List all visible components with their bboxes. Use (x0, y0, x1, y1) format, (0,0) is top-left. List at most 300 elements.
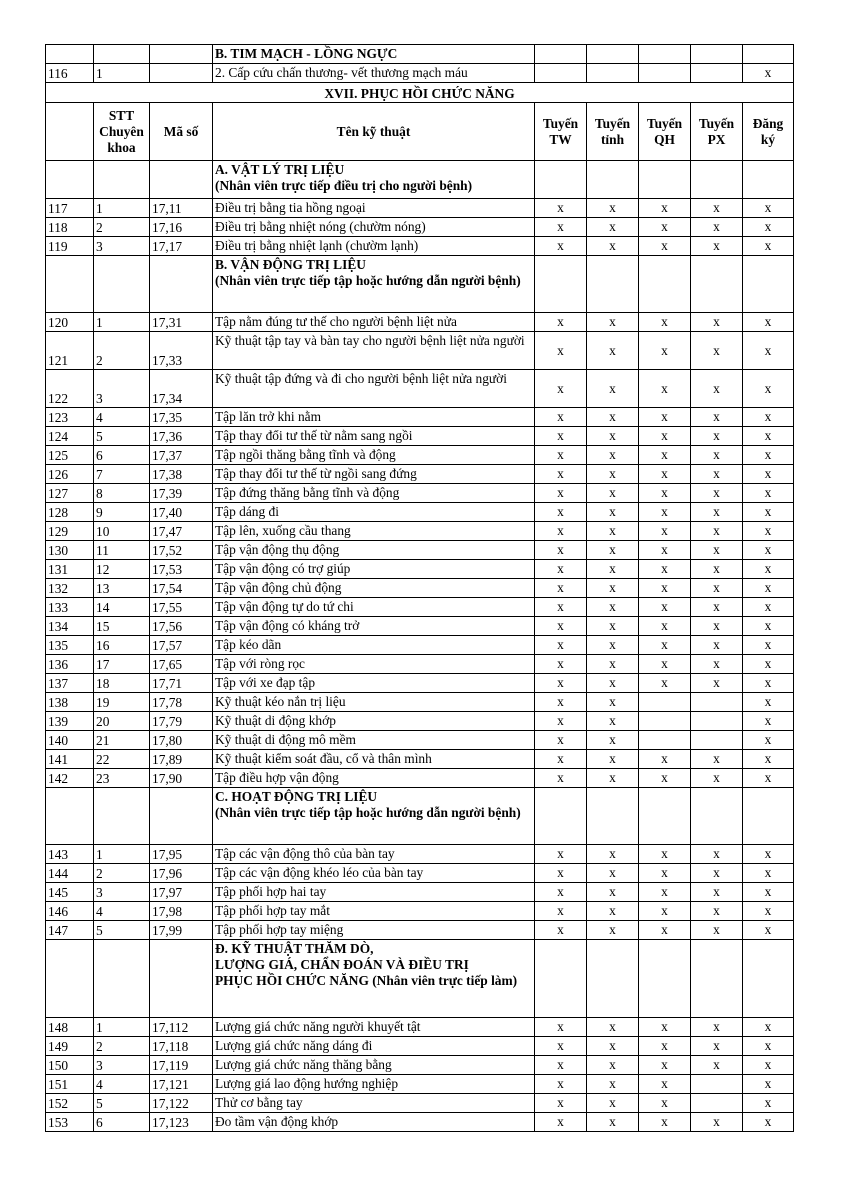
mark-tinh: x (587, 218, 639, 237)
row-specialty-stt: 14 (94, 598, 150, 617)
row-number: 138 (46, 693, 94, 712)
technique-name: Tập với ròng rọc (213, 655, 535, 674)
mark-tw: x (535, 1113, 587, 1132)
technique-name: Tập phối hợp hai tay (213, 883, 535, 902)
mark-px (691, 64, 743, 83)
section-title: B. TIM MẠCH - LỒNG NGỰC (213, 45, 535, 64)
row-specialty-stt: 4 (94, 1075, 150, 1094)
technique-name: Thử cơ bằng tay (213, 1094, 535, 1113)
technique-name: Điều trị bằng nhiệt lạnh (chườm lạnh) (213, 237, 535, 256)
technique-name: Lượng giá chức năng dáng đi (213, 1037, 535, 1056)
row-specialty-stt: 2 (94, 1037, 150, 1056)
mark-tinh: x (587, 332, 639, 370)
technique-row (46, 579, 794, 598)
mark-dang-ky: x (743, 541, 794, 560)
mark-dang-ky: x (743, 503, 794, 522)
technique-name: Kỹ thuật di động mô mềm (213, 731, 535, 750)
section-row (46, 256, 794, 313)
mark-qh: x (639, 674, 691, 693)
mark-qh: x (639, 1037, 691, 1056)
mark-tinh: x (587, 769, 639, 788)
row-specialty-stt: 21 (94, 731, 150, 750)
technique-name: Kỹ thuật di động khớp (213, 712, 535, 731)
row-specialty-stt (94, 256, 150, 313)
technique-name: Tập phối hợp tay mắt (213, 902, 535, 921)
mark-tw: x (535, 769, 587, 788)
row-code: 17,54 (150, 579, 213, 598)
mark-qh: x (639, 883, 691, 902)
row-code: 17,96 (150, 864, 213, 883)
mark-tinh: x (587, 1075, 639, 1094)
row-number: 118 (46, 218, 94, 237)
row-specialty-stt (94, 788, 150, 845)
technique-row (46, 522, 794, 541)
mark-qh (639, 256, 691, 313)
mark-tinh: x (587, 674, 639, 693)
mark-tw: x (535, 446, 587, 465)
mark-px: x (691, 845, 743, 864)
mark-tinh: x (587, 408, 639, 427)
technique-name: Tập đứng thăng bằng tĩnh và động (213, 484, 535, 503)
column-header-row (46, 103, 794, 161)
mark-qh: x (639, 617, 691, 636)
row-number: 131 (46, 560, 94, 579)
row-specialty-stt (94, 45, 150, 64)
mark-tw: x (535, 1018, 587, 1037)
mark-qh: x (639, 313, 691, 332)
row-number: 153 (46, 1113, 94, 1132)
mark-px (691, 731, 743, 750)
mark-px: x (691, 313, 743, 332)
mark-dang-ky: x (743, 731, 794, 750)
row-specialty-stt: 1 (94, 199, 150, 218)
mark-dang-ky: x (743, 332, 794, 370)
mark-tinh: x (587, 845, 639, 864)
technique-table-page (45, 44, 793, 1132)
technique-name: Tập kéo dãn (213, 636, 535, 655)
mark-tinh: x (587, 1056, 639, 1075)
header-level: Đăng ký (743, 103, 794, 161)
technique-row (46, 408, 794, 427)
row-number: 147 (46, 921, 94, 940)
mark-px (691, 693, 743, 712)
row-number: 151 (46, 1075, 94, 1094)
technique-row (46, 64, 794, 83)
mark-tw: x (535, 332, 587, 370)
mark-tw: x (535, 522, 587, 541)
mark-tinh: x (587, 370, 639, 408)
mark-dang-ky: x (743, 674, 794, 693)
mark-px: x (691, 617, 743, 636)
row-specialty-stt: 5 (94, 1094, 150, 1113)
row-code (150, 256, 213, 313)
technique-table (45, 44, 794, 1132)
mark-px (691, 161, 743, 199)
mark-dang-ky (743, 940, 794, 1018)
row-specialty-stt: 1 (94, 1018, 150, 1037)
row-number: 130 (46, 541, 94, 560)
mark-tw: x (535, 902, 587, 921)
mark-tw: x (535, 1075, 587, 1094)
row-specialty-stt: 4 (94, 408, 150, 427)
mark-dang-ky: x (743, 408, 794, 427)
row-number: 128 (46, 503, 94, 522)
mark-dang-ky: x (743, 864, 794, 883)
mark-tinh: x (587, 427, 639, 446)
mark-tinh: x (587, 465, 639, 484)
technique-row (46, 598, 794, 617)
mark-dang-ky: x (743, 883, 794, 902)
mark-qh: x (639, 237, 691, 256)
mark-tw: x (535, 731, 587, 750)
mark-px: x (691, 465, 743, 484)
mark-px: x (691, 655, 743, 674)
technique-name: Tập dáng đi (213, 503, 535, 522)
row-number: 121 (46, 332, 94, 370)
mark-qh: x (639, 427, 691, 446)
mark-dang-ky: x (743, 522, 794, 541)
mark-tinh: x (587, 883, 639, 902)
mark-qh: x (639, 522, 691, 541)
row-code: 17,57 (150, 636, 213, 655)
mark-qh: x (639, 598, 691, 617)
mark-tw: x (535, 560, 587, 579)
section-row (46, 788, 794, 845)
technique-row (46, 503, 794, 522)
header-level: Tuyến PX (691, 103, 743, 161)
row-specialty-stt: 20 (94, 712, 150, 731)
technique-name: Tập các vận động khéo léo của bàn tay (213, 864, 535, 883)
row-number: 146 (46, 902, 94, 921)
mark-qh: x (639, 864, 691, 883)
mark-tw (535, 940, 587, 1018)
row-number (46, 45, 94, 64)
mark-tinh: x (587, 1094, 639, 1113)
mark-qh: x (639, 902, 691, 921)
row-specialty-stt: 6 (94, 446, 150, 465)
technique-name: Tập vận động thụ động (213, 541, 535, 560)
row-specialty-stt: 3 (94, 883, 150, 902)
mark-qh: x (639, 408, 691, 427)
technique-row (46, 731, 794, 750)
mark-dang-ky: x (743, 693, 794, 712)
technique-row (46, 693, 794, 712)
row-number: 142 (46, 769, 94, 788)
technique-row (46, 446, 794, 465)
technique-row (46, 902, 794, 921)
mark-tw: x (535, 503, 587, 522)
row-specialty-stt: 22 (94, 750, 150, 769)
technique-name: Tập vận động chủ động (213, 579, 535, 598)
mark-qh: x (639, 218, 691, 237)
mark-px: x (691, 769, 743, 788)
row-number: 119 (46, 237, 94, 256)
mark-dang-ky: x (743, 1056, 794, 1075)
technique-row (46, 636, 794, 655)
row-number: 143 (46, 845, 94, 864)
technique-name: Kỹ thuật tập tay và bàn tay cho người bệnh liệt nửa người (213, 332, 535, 370)
mark-px: x (691, 199, 743, 218)
chapter-title: XVII. PHỤC HỒI CHỨC NĂNG (46, 83, 794, 103)
mark-px: x (691, 1056, 743, 1075)
row-number: 144 (46, 864, 94, 883)
technique-name: Tập lên, xuống cầu thang (213, 522, 535, 541)
row-number: 120 (46, 313, 94, 332)
mark-px: x (691, 484, 743, 503)
mark-tw: x (535, 655, 587, 674)
technique-name: Tập các vận động thô của bàn tay (213, 845, 535, 864)
row-specialty-stt: 4 (94, 902, 150, 921)
mark-qh: x (639, 484, 691, 503)
mark-qh (639, 788, 691, 845)
technique-name: 2. Cấp cứu chấn thương- vết thương mạch máu (213, 64, 535, 83)
row-number: 129 (46, 522, 94, 541)
technique-row (46, 845, 794, 864)
technique-row (46, 864, 794, 883)
technique-row (46, 712, 794, 731)
mark-dang-ky: x (743, 446, 794, 465)
technique-row (46, 541, 794, 560)
row-specialty-stt: 5 (94, 921, 150, 940)
row-code: 17,16 (150, 218, 213, 237)
mark-dang-ky: x (743, 655, 794, 674)
mark-dang-ky (743, 161, 794, 199)
mark-tw: x (535, 883, 587, 902)
mark-tinh: x (587, 864, 639, 883)
row-number: 132 (46, 579, 94, 598)
row-number: 116 (46, 64, 94, 83)
row-code: 17,123 (150, 1113, 213, 1132)
technique-row (46, 655, 794, 674)
mark-qh: x (639, 541, 691, 560)
mark-qh: x (639, 579, 691, 598)
mark-qh (639, 693, 691, 712)
row-number: 145 (46, 883, 94, 902)
mark-tw: x (535, 636, 587, 655)
header-level: Tuyến QH (639, 103, 691, 161)
row-code: 17,17 (150, 237, 213, 256)
technique-name: Lượng giá chức năng người khuyết tật (213, 1018, 535, 1037)
row-code (150, 45, 213, 64)
row-specialty-stt: 19 (94, 693, 150, 712)
mark-tinh: x (587, 712, 639, 731)
row-code (150, 788, 213, 845)
mark-px: x (691, 1113, 743, 1132)
mark-dang-ky: x (743, 617, 794, 636)
mark-tinh: x (587, 1018, 639, 1037)
technique-row (46, 1094, 794, 1113)
row-specialty-stt: 2 (94, 332, 150, 370)
row-code: 17,97 (150, 883, 213, 902)
mark-tinh: x (587, 522, 639, 541)
row-code: 17,40 (150, 503, 213, 522)
row-specialty-stt: 3 (94, 237, 150, 256)
mark-px: x (691, 370, 743, 408)
mark-qh: x (639, 503, 691, 522)
mark-qh: x (639, 1056, 691, 1075)
row-number: 126 (46, 465, 94, 484)
mark-px: x (691, 921, 743, 940)
mark-tinh: x (587, 541, 639, 560)
mark-tw: x (535, 693, 587, 712)
mark-tw: x (535, 617, 587, 636)
mark-dang-ky: x (743, 313, 794, 332)
mark-qh: x (639, 446, 691, 465)
mark-px: x (691, 750, 743, 769)
mark-qh: x (639, 750, 691, 769)
header-no (46, 103, 94, 161)
row-number: 127 (46, 484, 94, 503)
mark-px: x (691, 902, 743, 921)
mark-tinh: x (587, 1037, 639, 1056)
row-number: 123 (46, 408, 94, 427)
mark-qh: x (639, 655, 691, 674)
mark-dang-ky: x (743, 1037, 794, 1056)
row-number (46, 256, 94, 313)
mark-px: x (691, 237, 743, 256)
row-specialty-stt: 23 (94, 769, 150, 788)
technique-row (46, 218, 794, 237)
row-number: 125 (46, 446, 94, 465)
row-specialty-stt: 17 (94, 655, 150, 674)
mark-dang-ky: x (743, 1094, 794, 1113)
mark-qh (639, 712, 691, 731)
row-number: 149 (46, 1037, 94, 1056)
row-code: 17,98 (150, 902, 213, 921)
mark-tw (535, 788, 587, 845)
row-code: 17,121 (150, 1075, 213, 1094)
chapter-row (46, 83, 794, 103)
row-specialty-stt: 2 (94, 218, 150, 237)
mark-dang-ky: x (743, 199, 794, 218)
row-code: 17,11 (150, 199, 213, 218)
row-specialty-stt: 9 (94, 503, 150, 522)
row-number: 117 (46, 199, 94, 218)
header-level: Tuyến TW (535, 103, 587, 161)
mark-dang-ky: x (743, 598, 794, 617)
technique-row (46, 921, 794, 940)
technique-name: Tập vận động có trợ giúp (213, 560, 535, 579)
mark-dang-ky: x (743, 636, 794, 655)
mark-qh (639, 45, 691, 64)
section-title: B. VẬN ĐỘNG TRỊ LIỆU (Nhân viên trực tiếp tập hoặc hướng dẫn người bệnh) (213, 256, 535, 313)
mark-dang-ky: x (743, 484, 794, 503)
technique-row (46, 674, 794, 693)
technique-name: Tập nằm đúng tư thế cho người bệnh liệt nửa (213, 313, 535, 332)
row-number: 152 (46, 1094, 94, 1113)
mark-tw: x (535, 1094, 587, 1113)
technique-name: Tập thay đổi tư thế từ ngồi sang đứng (213, 465, 535, 484)
mark-qh (639, 64, 691, 83)
mark-px: x (691, 560, 743, 579)
mark-tinh: x (587, 598, 639, 617)
row-code: 17,119 (150, 1056, 213, 1075)
mark-qh: x (639, 465, 691, 484)
technique-name: Điều trị bằng nhiệt nóng (chườm nóng) (213, 218, 535, 237)
row-specialty-stt: 15 (94, 617, 150, 636)
row-specialty-stt: 10 (94, 522, 150, 541)
row-number: 150 (46, 1056, 94, 1075)
row-code: 17,52 (150, 541, 213, 560)
section-title: A. VẬT LÝ TRỊ LIỆU (Nhân viên trực tiếp điều trị cho người bệnh) (213, 161, 535, 199)
mark-px: x (691, 579, 743, 598)
mark-tw: x (535, 1037, 587, 1056)
technique-row (46, 332, 794, 370)
mark-tw: x (535, 237, 587, 256)
technique-row (46, 199, 794, 218)
row-specialty-stt: 1 (94, 64, 150, 83)
technique-row (46, 465, 794, 484)
row-code: 17,31 (150, 313, 213, 332)
technique-name: Đo tầm vận động khớp (213, 1113, 535, 1132)
mark-px: x (691, 598, 743, 617)
header-code: Mã số (150, 103, 213, 161)
mark-qh: x (639, 1094, 691, 1113)
mark-tw: x (535, 484, 587, 503)
mark-tinh (587, 161, 639, 199)
mark-dang-ky (743, 256, 794, 313)
row-code: 17,34 (150, 370, 213, 408)
mark-qh: x (639, 199, 691, 218)
mark-dang-ky: x (743, 64, 794, 83)
row-specialty-stt: 1 (94, 845, 150, 864)
mark-tinh: x (587, 579, 639, 598)
row-number: 122 (46, 370, 94, 408)
mark-px: x (691, 427, 743, 446)
technique-name: Tập với xe đạp tập (213, 674, 535, 693)
mark-px: x (691, 1037, 743, 1056)
mark-tinh: x (587, 313, 639, 332)
mark-qh: x (639, 769, 691, 788)
mark-tw (535, 161, 587, 199)
mark-dang-ky: x (743, 750, 794, 769)
mark-tw: x (535, 313, 587, 332)
mark-qh: x (639, 1018, 691, 1037)
technique-row (46, 484, 794, 503)
mark-tinh (587, 940, 639, 1018)
technique-name: Tập điều hợp vận động (213, 769, 535, 788)
row-code: 17,39 (150, 484, 213, 503)
mark-dang-ky: x (743, 921, 794, 940)
row-specialty-stt: 16 (94, 636, 150, 655)
mark-qh (639, 940, 691, 1018)
row-code: 17,47 (150, 522, 213, 541)
technique-name: Tập ngồi thăng bằng tĩnh và động (213, 446, 535, 465)
mark-tw (535, 45, 587, 64)
row-specialty-stt: 6 (94, 1113, 150, 1132)
mark-qh: x (639, 636, 691, 655)
row-number (46, 161, 94, 199)
mark-dang-ky: x (743, 1075, 794, 1094)
row-code: 17,99 (150, 921, 213, 940)
mark-tw: x (535, 579, 587, 598)
mark-dang-ky: x (743, 769, 794, 788)
row-code: 17,118 (150, 1037, 213, 1056)
row-code: 17,37 (150, 446, 213, 465)
mark-tw: x (535, 541, 587, 560)
mark-tinh (587, 788, 639, 845)
mark-tinh (587, 45, 639, 64)
row-code (150, 161, 213, 199)
mark-dang-ky: x (743, 1113, 794, 1132)
row-code: 17,80 (150, 731, 213, 750)
mark-dang-ky: x (743, 465, 794, 484)
mark-dang-ky: x (743, 218, 794, 237)
mark-tw (535, 64, 587, 83)
section-row (46, 940, 794, 1018)
mark-tw: x (535, 845, 587, 864)
row-specialty-stt (94, 161, 150, 199)
